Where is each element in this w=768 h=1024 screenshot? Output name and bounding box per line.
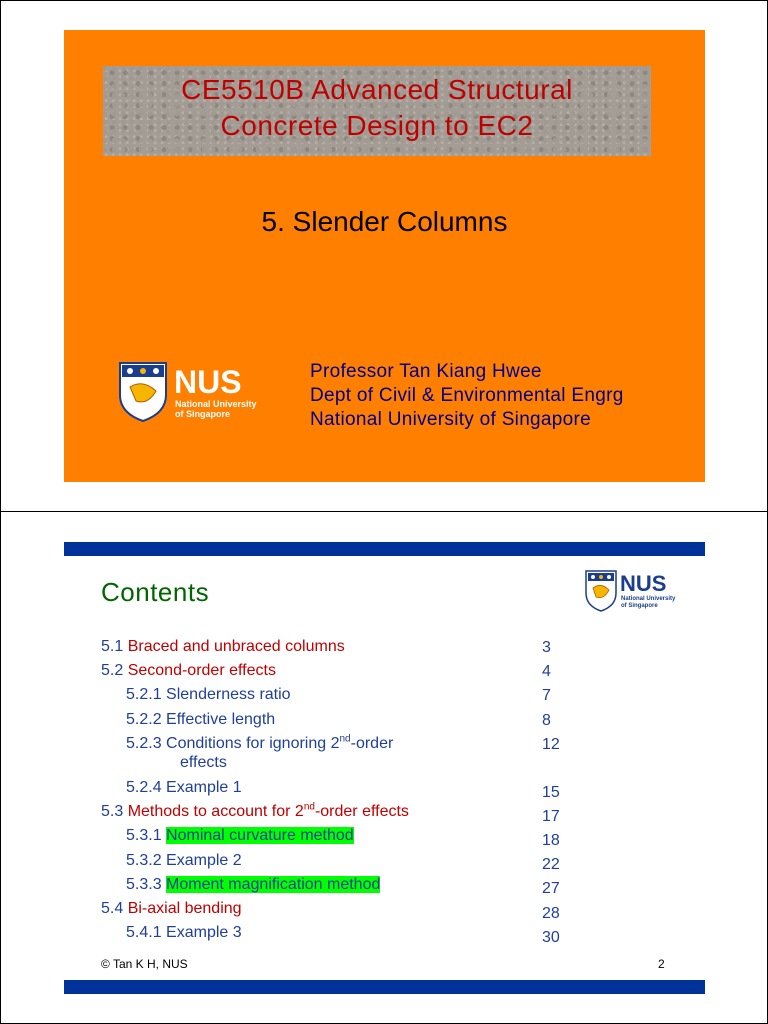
superscript: nd <box>339 733 351 745</box>
toc-number: 5.2.1 <box>126 686 162 703</box>
toc-number: 5.3.2 <box>126 852 162 869</box>
toc-entry[interactable] <box>126 851 242 871</box>
presenter-university: National University of Singapore <box>310 409 592 430</box>
toc-number: 5.3 <box>101 803 124 820</box>
toc-page: 15 <box>542 784 560 801</box>
toc-label: Bi-axial bending <box>127 900 242 917</box>
toc-page: 7 <box>542 687 551 704</box>
toc-number: 5.3.1 <box>126 827 162 844</box>
toc-page: 8 <box>542 712 551 729</box>
toc-page: 22 <box>542 856 560 873</box>
svg-text:of Singapore: of Singapore <box>621 603 658 609</box>
toc-entry[interactable] <box>126 685 291 705</box>
lecture-title: 5. Slender Columns <box>261 206 508 237</box>
presenter-department: Dept of Civil & Environmental Engrg <box>310 385 624 406</box>
nus-logo-small <box>585 569 683 613</box>
toc-entry[interactable] <box>101 637 345 657</box>
footer-band <box>64 980 705 994</box>
toc-label: Effective length <box>166 711 276 728</box>
toc-page: 12 <box>542 736 560 753</box>
copyright-footer: © Tan K H, NUS <box>101 957 188 971</box>
toc-page: 17 <box>542 808 560 825</box>
toc-entry-wrap <box>180 753 227 773</box>
toc-page: 27 <box>542 880 560 897</box>
toc-entry[interactable] <box>126 734 393 754</box>
toc-number: 5.2 <box>101 662 124 679</box>
toc-entry[interactable] <box>126 826 354 846</box>
toc-number: 5.1 <box>101 638 124 655</box>
slide-number: 2 <box>658 957 665 971</box>
toc-label: Example 2 <box>166 852 242 869</box>
svg-text:of Singapore: of Singapore <box>175 409 231 419</box>
toc-page: 28 <box>542 905 560 922</box>
svg-text:National University: National University <box>175 399 257 409</box>
toc-label: Example 3 <box>166 924 242 941</box>
toc-page: 18 <box>542 832 560 849</box>
toc-number: 5.4.1 <box>126 924 162 941</box>
toc-entry[interactable] <box>101 899 242 919</box>
toc-entry[interactable] <box>126 778 242 798</box>
toc-page: 30 <box>542 929 560 946</box>
superscript: nd <box>303 801 315 813</box>
toc-page: 3 <box>542 639 551 656</box>
presenter-info <box>310 360 624 432</box>
svg-text:National University: National University <box>621 596 676 602</box>
toc-label-cont: -order <box>350 735 394 752</box>
svg-text:NUS: NUS <box>620 571 667 596</box>
toc-entry[interactable] <box>126 923 242 943</box>
page-divider <box>0 511 768 512</box>
toc-entry[interactable] <box>126 875 380 895</box>
toc-label-highlighted: Moment magnification method <box>166 876 381 893</box>
contents-heading: Contents <box>101 577 210 607</box>
toc-number: 5.2.2 <box>126 711 162 728</box>
toc-entry[interactable] <box>101 661 276 681</box>
toc-label: Slenderness ratio <box>166 686 291 703</box>
toc-label-wrap: effects <box>180 754 227 771</box>
toc-label: Methods to account for 2 <box>127 803 304 820</box>
header-band <box>64 542 705 556</box>
title-slide <box>64 30 705 482</box>
toc-entry[interactable] <box>126 710 275 730</box>
toc-number: 5.2.4 <box>126 779 162 796</box>
toc-label: Braced and unbraced columns <box>127 638 345 655</box>
svg-text:NUS: NUS <box>174 364 242 400</box>
toc-label: Second-order effects <box>127 662 276 679</box>
toc-number: 5.4 <box>101 900 124 917</box>
course-title-line-2: Concrete Design to EC2 <box>220 110 534 141</box>
course-title-line-1: CE5510B Advanced Structural <box>181 74 573 105</box>
toc-entry[interactable] <box>101 802 409 822</box>
toc-label: Example 1 <box>166 779 242 796</box>
presenter-name: Professor Tan Kiang Hwee <box>310 361 542 382</box>
toc-label: Conditions for ignoring 2 <box>166 735 340 752</box>
nus-logo <box>118 361 268 423</box>
toc-label-highlighted: Nominal curvature method <box>166 827 354 844</box>
toc-page: 4 <box>542 663 551 680</box>
toc-number: 5.2.3 <box>126 735 162 752</box>
toc-number: 5.3.3 <box>126 876 162 893</box>
title-banner <box>103 66 651 156</box>
toc-label-cont: -order effects <box>314 803 409 820</box>
